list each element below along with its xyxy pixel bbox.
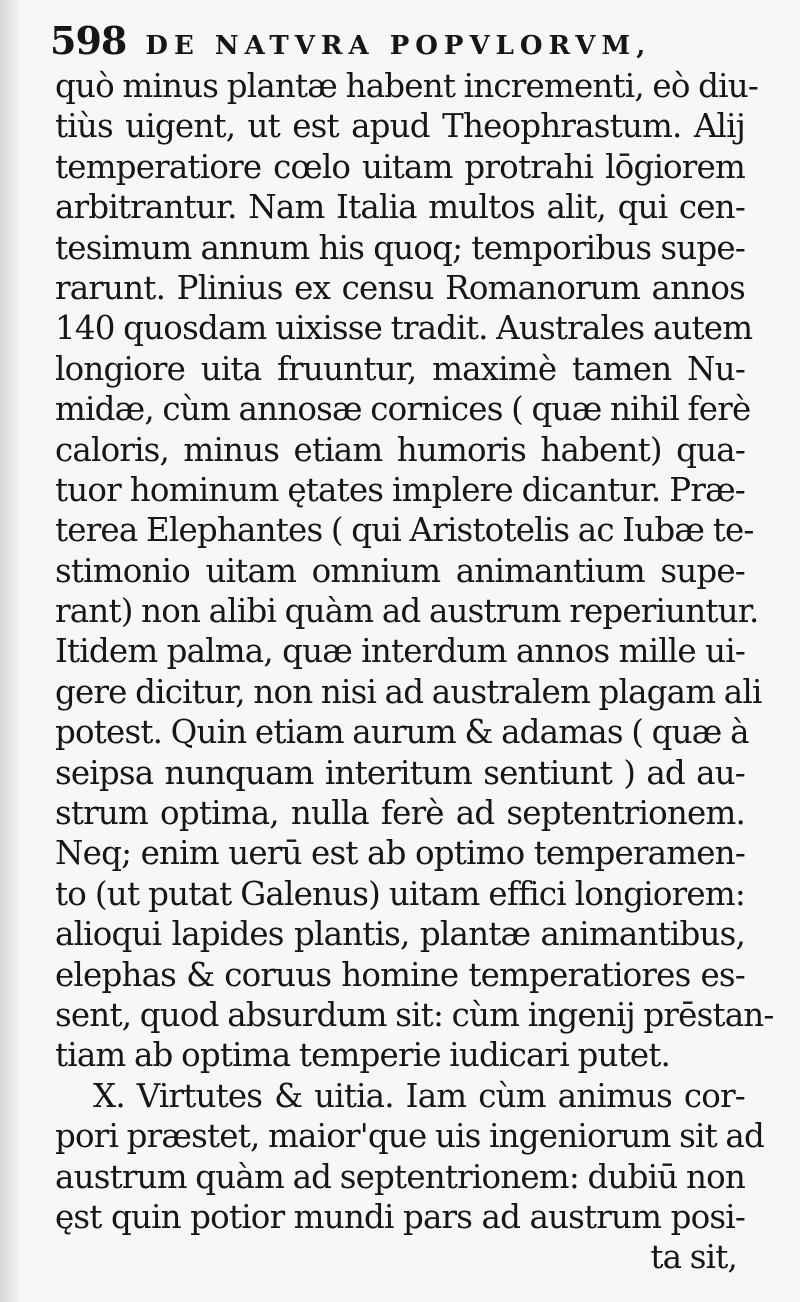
text-line-5: tesimum annum his quoq; temporibus supe-: [55, 228, 745, 267]
page-header: [50, 18, 690, 68]
text-line-22: alioqui lapides plantis, plantæ animantibus,: [55, 915, 745, 954]
text-line-23: elephas & coruus homine temperatiores es-: [55, 955, 745, 994]
text-line-29: ęst quin potior mundi pars ad austrum posi-: [55, 1197, 745, 1236]
text-line-3: temperatiore cœlo uitam protrahi lōgiorem: [55, 147, 745, 186]
text-line-7: 140 quosdam uixisse tradit. Australes autem: [55, 309, 753, 348]
text-line-11: tuor hominum ętates implere dicantur. Præ-: [55, 470, 745, 509]
text-line-15: Itidem palma, quæ interdum annos mille ui-: [55, 632, 745, 671]
text-line-25: tiam ab optima temperie iudicari putet.: [55, 1036, 671, 1075]
text-line-18: seipsa nunquam interitum sentiunt ) ad au-: [55, 753, 745, 792]
text-line-17: potest. Quin etiam aurum & adamas ( quæ à: [55, 713, 749, 752]
text-line-20: Neq; enim uerū est ab optimo temperamen-: [55, 834, 745, 873]
text-line-16: gere dicitur, non nisi ad australem plagam ali: [55, 672, 762, 711]
text-line-19: strum optima, nulla ferè ad septentrionem.: [55, 794, 745, 833]
catchword: ta sit,: [650, 1238, 737, 1277]
text-line-9: midæ, cùm annosæ cornices ( quæ nihil ferè: [55, 390, 751, 429]
text-line-2: tiùs uigent, ut est apud Theophrastum. Alij: [55, 107, 745, 146]
text-line-24: sent, quod absurdum sit: cùm ingenij prēstan-: [55, 995, 774, 1034]
text-line-6: rarunt. Plinius ex censu Romanorum annos: [55, 268, 745, 307]
text-line-13: stimonio uitam omnium animantium supe-: [55, 551, 745, 590]
body-text: [55, 66, 774, 1278]
page-gutter-shadow: [0, 0, 22, 1302]
text-line-4: arbitrantur. Nam Italia multos alit, qui cen-: [55, 188, 745, 227]
text-line-21: to (ut putat Galenus) uitam effici longiorem:: [55, 874, 745, 913]
text-line-12: terea Elephantes ( qui Aristotelis ac Iubæ te-: [55, 511, 754, 550]
text-line-10: caloris, minus etiam humoris habent) qua-: [55, 430, 745, 469]
text-line-27: pori præstet, maior'que uis ingeniorum sit ad: [55, 1117, 764, 1156]
running-head: DE NATVRA POPVLORVM,: [145, 31, 652, 61]
text-line-1: quò minus plantæ habent incrementi, eò diu-: [55, 67, 759, 105]
page-number: 598: [50, 18, 127, 63]
text-line-14: rant) non alibi quàm ad austrum reperiuntur.: [55, 592, 759, 631]
text-line-8: longiore uita fruuntur, maximè tamen Nu-: [55, 349, 745, 388]
text-line-26: X. Virtutes & uitia. Iam cùm animus cor-: [93, 1076, 745, 1115]
text-line-28: austrum quàm ad septentrionem: dubiū non: [55, 1157, 745, 1196]
